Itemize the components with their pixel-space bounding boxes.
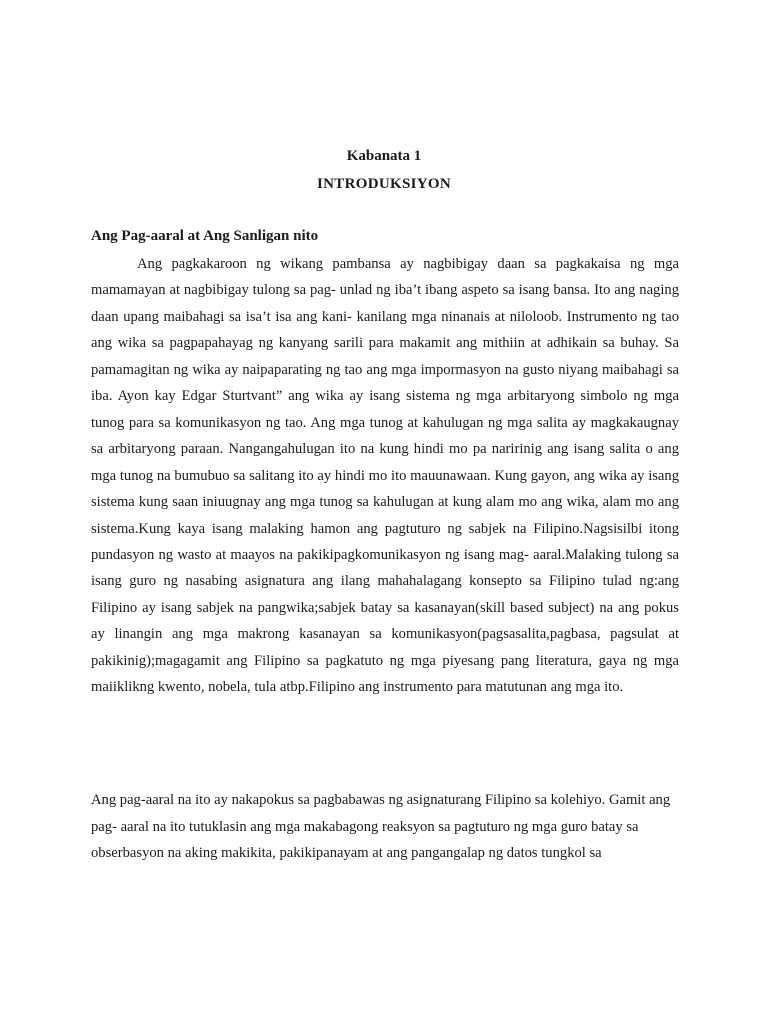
section-heading: Ang Pag-aaral at Ang Sanligan nito: [91, 228, 319, 244]
body-paragraph: Ang pag-aaral na ito ay nakapokus sa pagbabawas ng asignaturang Filipino sa kolehiyo. Gamit ang pag- aaral na ito tutuklasin ang mga makabagong reaksyon sa pagtuturo ng mga guro batay sa obserbasyon na aking makikita, pakikipanayam at ang pangangalap ng datos tungkol sa: [91, 792, 671, 861]
chapter-number: Kabanata 1: [346, 148, 422, 164]
body-paragraph: Ang pagkakaroon ng wikang pambansa ay nagbibigay daan sa pagkakaisa ng mga mamamayan at nagbibigay tulong sa pag- unlad ng iba’t ibang aspeto sa isang bansa. Ito ang naging daan upang maibahagi sa isa’t isa ang kani- kanilang mga ninanais at niloloob. Instrumento ng tao ang wika sa pagpapahayag ng kanyang sarili para makamit ang mithiin at adhikain sa buhay. Sa pamamagitan ng wika ay naipaparating ng tao ang mga impormasyon na gusto niyang maibahagi sa iba. Ayon kay Edgar Sturtvant” ang wika ay isang sistema ng mga arbitaryong simbolo ng mga tunog para sa komunikasyon ng tao. Ang mga tunog at kahulugan ng mga salita ay magkakaugnay sa arbitaryong paraan. Nangangahulugan ito na kung hindi mo pa naririnig ang isang salita o ang mga tunog na bumubuo sa salitang ito ay hindi mo ito mauunawaan. Kung gayon, ang wika ay isang sistema kung saan iniuugnay ang mga tunog sa kahulugan at kung alam mo ang wika, alam mo ang sistema.Kung kaya isang malaking hamon ang pagtuturo ng sabjek na Filipino.Nagsisilbi itong pundasyon ng wasto at maayos na pakikipagkomunikasyon ng isang mag- aaral.Malaking tulong sa isang guro ng nasabing asignatura ang ilang mahahalagang konsepto sa Filipino tulad ng:ang Filipino ay isang sabjek na pangwika;sabjek batay sa kasanayan(skill based subject) na ang pokus ay linangin ang mga makrong kasanayan sa komunikasyon(pagsasalita,pagbasa, pagsulat at pakikinig);magagamit ang Filipino sa pagkatuto ng mga piyesang pang literatura, gaya ng mga maiiklikng kwento, nobela, tula atbp.Filipino ang instrumento para matutunan ang mga ito.: [91, 256, 679, 696]
chapter-title: INTRODUKSIYON: [317, 176, 451, 192]
